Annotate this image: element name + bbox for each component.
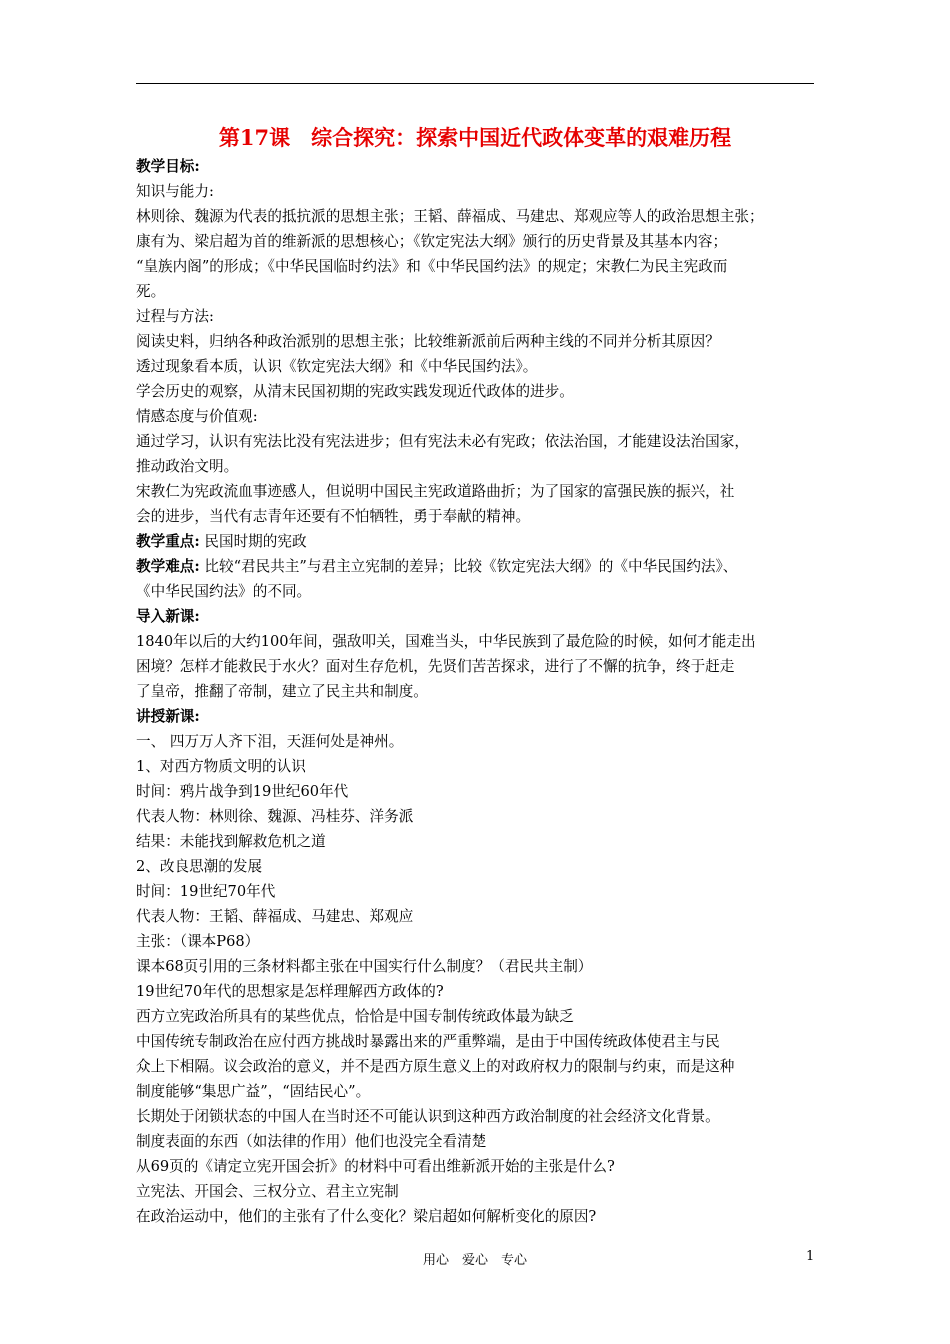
text-line [136, 1029, 816, 1054]
text-line [136, 1079, 816, 1104]
line-text: 众上下相隔。议会政治的意义，并不是西方原生意义上的对政府权力的限制与约束，而是这种 [136, 1058, 735, 1075]
text-line [136, 829, 816, 854]
section-label: 教学目标: [136, 158, 200, 175]
text-line [136, 529, 816, 554]
text-line [136, 579, 816, 604]
text-line [136, 1104, 816, 1129]
text-line [136, 629, 816, 654]
line-text: 代表人物：王韬、薛福成、马建忠、郑观应 [136, 908, 414, 925]
text-line [136, 1204, 816, 1229]
line-text: 林则徐、魏源为代表的抵抗派的思想主张；王韬、薛福成、马建忠、郑观应等人的政治思想主张； [136, 208, 764, 225]
footer-motto: 用心 爱心 专心 [422, 1253, 527, 1268]
line-text: 1、对西方物质文明的认识 [136, 758, 306, 775]
line-text: 学会历史的观察，从清末民国初期的宪政实践发现近代政体的进步。 [136, 383, 574, 400]
line-text: 制度能够“集思广益”，“固结民心”。 [136, 1083, 371, 1100]
text-line [136, 354, 816, 379]
text-line [136, 179, 816, 204]
line-text: 主张：（课本P68） [136, 933, 260, 950]
text-line [136, 704, 816, 729]
page-footer [0, 1249, 950, 1269]
line-text: 结果：未能找到解救危机之道 [136, 833, 326, 850]
text-line [136, 329, 816, 354]
line-text: 通过学习，认识有宪法比没有宪法进步；但有宪法未必有宪政；依法治国，才能建设法治国家， [136, 433, 749, 450]
text-line [136, 754, 816, 779]
line-text: 透过现象看本质，认识《钦定宪法大纲》和《中华民国约法》。 [136, 358, 538, 375]
text-line [136, 779, 816, 804]
text-line [136, 379, 816, 404]
text-line [136, 729, 816, 754]
text-line [136, 429, 816, 454]
text-line [136, 229, 816, 254]
line-text: 一、 四万万人齐下泪，天涯何处是神州。 [136, 733, 404, 750]
text-line [136, 929, 816, 954]
text-line [136, 604, 816, 629]
text-line [136, 404, 816, 429]
line-text: 2、改良思潮的发展 [136, 858, 263, 875]
line-text: 过程与方法: [136, 308, 214, 325]
line-text: 代表人物：林则徐、魏源、冯桂芬、洋务派 [136, 808, 414, 825]
text-line [136, 954, 816, 979]
header-rule [136, 83, 814, 84]
line-text: 阅读史料，归纳各种政治派别的思想主张；比较维新派前后两种主线的不同并分析其原因？ [136, 333, 720, 350]
line-text: 立宪法、开国会、三权分立、君主立宪制 [136, 1183, 399, 1200]
text-line [136, 1179, 816, 1204]
text-line [136, 504, 816, 529]
text-line [136, 304, 816, 329]
line-text: 会的进步，当代有志青年还要有不怕牺牲，勇于奉献的精神。 [136, 508, 531, 525]
text-line [136, 1054, 816, 1079]
line-text: 时间：19世纪70年代 [136, 883, 276, 900]
section-label: 教学重点: [136, 533, 200, 550]
line-text: 民国时期的宪政 [199, 533, 307, 550]
line-text: 《中华民国约法》的不同。 [136, 583, 312, 600]
text-line [136, 204, 816, 229]
line-text: 制度表面的东西（如法律的作用）他们也没完全看清楚 [136, 1133, 487, 1150]
text-line [136, 454, 816, 479]
text-line [136, 254, 816, 279]
text-line [136, 904, 816, 929]
line-text: 知识与能力: [136, 183, 214, 200]
text-line [136, 479, 816, 504]
section-label: 导入新课: [136, 608, 200, 625]
document-body [136, 154, 816, 1229]
line-text: 长期处于闭锁状态的中国人在当时还不可能认识到这种西方政治制度的社会经济文化背景。 [136, 1108, 720, 1125]
page-title: 第17课 综合探究：探索中国近代政体变革的艰难历程 [218, 125, 732, 150]
text-line [136, 654, 816, 679]
line-text: 19世纪70年代的思想家是怎样理解西方政体的? [136, 983, 444, 1000]
line-text: 在政治运动中，他们的主张有了什么变化？梁启超如何解析变化的原因? [136, 1208, 597, 1225]
page-number: 1 [806, 1249, 815, 1264]
line-text: 课本68页引用的三条材料都主张在中国实行什么制度？（君民共主制） [136, 958, 593, 975]
line-text: 推动政治文明。 [136, 458, 239, 475]
line-text: 情感态度与价值观: [136, 408, 258, 425]
section-label: 讲授新课: [136, 708, 200, 725]
text-line [136, 1004, 816, 1029]
text-line [136, 1154, 816, 1179]
section-label: 教学难点: [136, 558, 200, 575]
line-text: 宋教仁为宪政流血事迹感人，但说明中国民主宪政道路曲折；为了国家的富强民族的振兴，社 [136, 483, 735, 500]
text-line [136, 879, 816, 904]
text-line [136, 154, 816, 179]
line-text: 康有为、梁启超为首的维新派的思想核心；《钦定宪法大纲》颁行的历史背景及其基本内容； [136, 233, 728, 250]
text-line [136, 554, 816, 579]
line-text: 西方立宪政治所具有的某些优点，恰恰是中国专制传统政体最为缺乏 [136, 1008, 574, 1025]
line-text: 了皇帝，推翻了帝制，建立了民主共和制度。 [136, 683, 428, 700]
line-text: “皇族内阁”的形成；《中华民国临时约法》和《中华民国约法》的规定；宋教仁为民主宪政而 [136, 258, 728, 275]
text-line [136, 279, 816, 304]
line-text: 中国传统专制政治在应付西方挑战时暴露出来的严重弊端，是由于中国传统政体使君主与民 [136, 1033, 720, 1050]
text-line [136, 979, 816, 1004]
line-text: 1840年以后的大约100年间，强敌叩关，国难当头，中华民族到了最危险的时候，如何才能走出 [136, 633, 756, 650]
line-text: 困境？怎样才能救民于水火？面对生存危机，先贤们苦苦探求，进行了不懈的抗争，终于赶走 [136, 658, 735, 675]
text-line [136, 854, 816, 879]
text-line [136, 679, 816, 704]
line-text: 比较“君民共主”与君主立宪制的差异；比较《钦定宪法大纲》的《中华民国约法》、 [199, 558, 738, 575]
line-text: 时间：鸦片战争到19世纪60年代 [136, 783, 349, 800]
line-text: 从69页的《请定立宪开国会折》的材料中可看出维新派开始的主张是什么? [136, 1158, 615, 1175]
text-line [136, 804, 816, 829]
text-line [136, 1129, 816, 1154]
line-text: 死。 [136, 283, 166, 300]
